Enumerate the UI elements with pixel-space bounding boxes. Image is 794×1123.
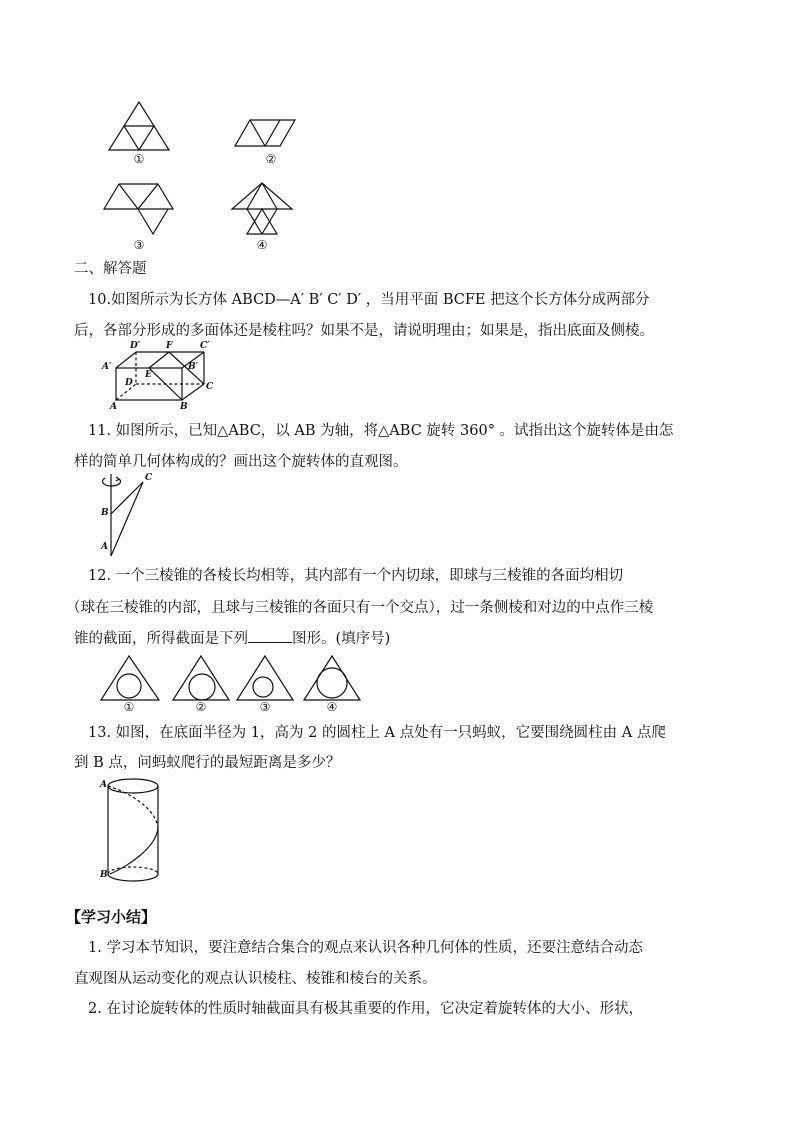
cuboid-label-C1: C′ bbox=[200, 341, 210, 351]
summary-title: 【学习小结】 bbox=[66, 908, 157, 926]
triangle-label-B: B bbox=[101, 508, 109, 518]
summary-p1-line-2: 直观图从运动变化的观点认识棱柱、棱锥和棱台的关系。 bbox=[74, 971, 437, 987]
q10-line-2: 后，各部分形成的多面体还是棱柱吗？如果不是，请说明理由；如果是，指出底面及侧棱。 bbox=[74, 323, 654, 339]
section-label-1: ① bbox=[123, 700, 135, 714]
triangle-rotation-figure bbox=[95, 470, 165, 560]
cuboid-label-A: A bbox=[110, 402, 117, 412]
triangle-label-C: C bbox=[145, 473, 153, 483]
cuboid-label-D1: D′ bbox=[130, 341, 141, 351]
cylinder-figure bbox=[98, 772, 168, 887]
net-2-shape bbox=[235, 120, 295, 146]
sections-figure bbox=[95, 650, 375, 715]
net-4-label: ④ bbox=[256, 238, 268, 252]
q13-line-2: 到 B 点，问蚂蚁爬行的最短距离是多少？ bbox=[74, 755, 341, 771]
answer-blank bbox=[248, 630, 292, 643]
q12-line-3 bbox=[74, 628, 390, 650]
net-1-label: ① bbox=[133, 152, 145, 166]
section-title: 二、解答题 bbox=[74, 261, 147, 277]
net-3-shape bbox=[104, 184, 173, 234]
triangle-label-A: A bbox=[101, 542, 108, 552]
cuboid-label-A1: A′ bbox=[102, 362, 112, 372]
q11-line-1: 11. 如图所示，已知△ABC，以 AB 为轴，将△ABC 旋转 360° 。试指出这个旋转体是由怎 bbox=[88, 423, 674, 439]
section-label-3: ③ bbox=[259, 700, 271, 714]
q12-line-1: 12. 一个三棱锥的各棱长均相等，其内部有一个内切球，即球与三棱锥的各面均相切 bbox=[88, 568, 624, 584]
q12-line-3-after: 图形。(填序号) bbox=[292, 631, 391, 647]
cuboid-label-E: E bbox=[145, 370, 152, 380]
cuboid-diagram bbox=[100, 340, 220, 416]
cylinder-diagram bbox=[98, 772, 168, 887]
net-3-label: ③ bbox=[133, 238, 145, 252]
q11-line-2: 样的简单几何体构成的？画出这个旋转体的直观图。 bbox=[74, 454, 408, 470]
cuboid-label-D: D bbox=[125, 378, 133, 388]
section-label-2: ② bbox=[195, 700, 207, 714]
q12-line-3-before: 锥的截面，所得截面是下列 bbox=[74, 631, 248, 647]
net-diagram bbox=[0, 0, 794, 260]
cylinder-label-B: B bbox=[100, 870, 108, 880]
cuboid-figure bbox=[100, 340, 220, 416]
q13-line-1: 13. 如图，在底面半径为 1，高为 2 的圆柱上 A 点处有一只蚂蚁，它要围绕圆柱由 A 点爬 bbox=[88, 725, 666, 741]
summary-p2-line-1: 2. 在讨论旋转体的性质时轴截面具有极其重要的作用，它决定着旋转体的大小、形状， bbox=[88, 1001, 643, 1017]
net-2-label: ② bbox=[265, 152, 277, 166]
net-figure bbox=[0, 0, 794, 260]
cuboid-label-C: C bbox=[206, 382, 214, 392]
cuboid-label-F: F bbox=[166, 341, 173, 351]
q10-line-1: 10.如图所示为长方体 ABCD—A′ B′ C′ D′ ，当用平面 BCFE 把这个长方体分成两部分 bbox=[88, 292, 650, 308]
net-1-shape bbox=[109, 102, 169, 150]
summary-p1-line-1: 1. 学习本节知识，要注意结合集合的观点来认识各种几何体的性质，还要注意结合动态 bbox=[88, 940, 643, 956]
net-4-shape bbox=[232, 183, 292, 234]
section-label-4: ④ bbox=[326, 700, 338, 714]
cylinder-label-A: A bbox=[100, 780, 107, 790]
cuboid-label-B: B bbox=[180, 402, 188, 412]
cuboid-label-B1: B′ bbox=[188, 362, 198, 372]
q12-line-2: （球在三棱锥的内部，且球与三棱锥的各面只有一个交点），过一条侧棱和对边的中点作三棱 bbox=[66, 600, 654, 616]
